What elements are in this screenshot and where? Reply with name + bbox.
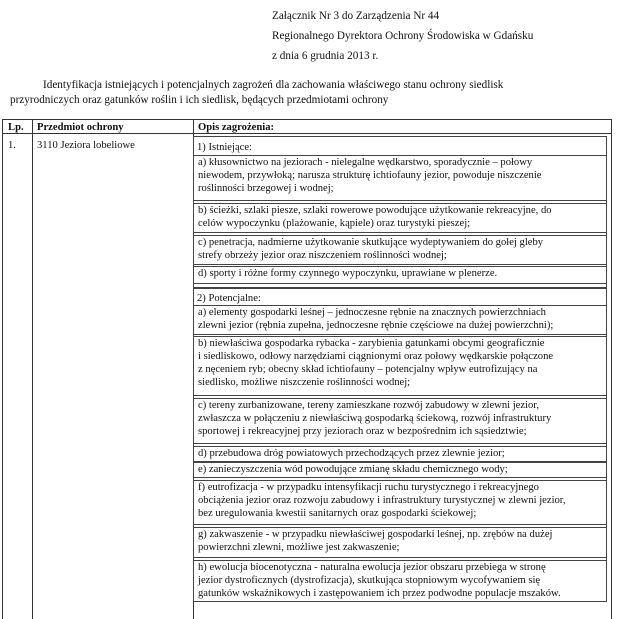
existing-item-line: c) penetracja, nadmierne użytkowanie skutkujące wydeptywaniem do gołej gleby [198,237,544,248]
existing-outer-box [193,136,607,288]
intro-paragraph [10,78,610,108]
potential-item-line: sportowej i rekreacyjnej przy jeziorach oraz w bezpośrednim ich sąsiedztwie; [198,426,527,437]
existing-item-line: niewodem, przywłoką; narusza strukturę ichtiofauny jezior, powoduje niszczenie [198,170,542,181]
potential-item-line: d) przebudowa dróg powiatowych przechodzących przez zlewnie jezior; [198,448,505,459]
column-header-lp: Lp. [8,122,24,133]
intro-line-1: Identyfikacja istniejących i potencjalnych zagrożeń dla zachowania właściwego stanu ochrony siedlisk [43,79,504,91]
header-line-3: z dnia 6 grudnia 2013 r. [272,50,379,62]
existing-item-line: b) ścieżki, szlaki piesze, szlaki rowerowe powodujące użytkowanie rekreacyjne, do [198,205,552,216]
table-divider-lp [32,119,33,619]
row-subject: 3110 Jeziora lobeliowe [37,140,135,151]
potential-item-line: obciążenia jezior oraz rozwoju zabudowy i infrastruktury turystycznej w zlewni jezior, [198,495,566,506]
existing-heading: 1) Istniejące: [197,142,253,153]
potential-item-line: jezior dystroficznych (dystrofizacja), skutkująca stopniowym wycofywaniem się [198,575,541,586]
table-border-right [611,119,612,619]
potential-item-line: bez uregulowania kwestii sanitarnych oraz gospodarki ściekowej; [198,508,477,519]
potential-item-line: siedlisko, możliwe niszczenie roślinności wodnej; [198,377,411,388]
potential-outer-box [193,288,607,602]
potential-heading: 2) Potencjalne: [197,293,261,304]
potential-item-line: gatunków wskaźnikowych i zastępowaniem ich przez podwodne populacje mszaków. [198,588,561,599]
header-line-1: Załącznik Nr 3 do Zarządzenia Nr 44 [272,10,440,22]
potential-item-line: b) niewłaściwa gospodarka rybacka - zarybienia gatunkami obcymi geograficznie [198,338,545,349]
potential-item-line: powierzchni zlewni, możliwe jest zakwaszenie; [198,542,400,553]
potential-item-line: i siedliskowo, odłowy narzędziami ciągnionymi oraz połowy wędkarskie połączone [198,351,554,362]
existing-item-line: strefy obrzeży jezior oraz niszczeniem roślinności wodnej; [198,250,447,261]
potential-item-line: g) zakwaszenie - w przypadku niewłaściwej gospodarki leśnej, np. zrębów na dużej [198,529,553,540]
potential-item-line: zlewni jezior (rębnia zupełna, jednoczesne rębnie częściowe na dużej powierzchni); [198,320,554,331]
existing-item-line: a) kłusownictwo na jeziorach - nielegalne wędkarstwo, sporadycznie – połowy [198,157,533,168]
potential-item-line: a) elementy gospodarki leśnej – jednoczesne rębnie na znacznych powierzchniach [198,307,546,318]
potential-item-line: z nęceniem ryb; obecny skład ichtiofauny – potencjalny wpływ eutrofizujący na [198,364,538,375]
row-lp: 1. [8,140,16,151]
potential-item-line: c) tereny zurbanizowane, tereny zamieszkane rozwój zabudowy w zlewni jezior, [198,400,540,411]
column-header-subject: Przedmiot ochrony [37,122,124,133]
potential-item-line: e) zanieczyszczenia wód powodujące zmianę składu chemicznego wody; [198,464,508,475]
existing-item-line: d) sporty i różne formy czynnego wypoczynku, uprawiane w plenerze. [198,268,498,279]
column-header-description: Opis zagrożenia: [198,122,275,133]
table-top-border [2,119,612,120]
potential-item-line: h) ewolucja biocenotyczna - naturalna ewolucja jezior obszaru przebiega w stronę [198,562,546,573]
header-line-2: Regionalnego Dyrektora Ochrony Środowiska w Gdańsku [272,30,534,42]
table-border-left [2,119,3,619]
existing-item-line: roślinności brzegowej i wodnej; [198,183,334,194]
potential-item-line: zwłaszcza w połączeniu z niewłaściwą gospodarką ściekową, rozwój infrastruktury [198,413,552,424]
existing-item-line: celów wypoczynku (plażowanie, kąpiele) oraz turystyki pieszej; [198,218,471,229]
potential-item-line: f) eutrofizacja - w przypadku intensyfikacji ruchu turystycznego i rekreacyjnego [198,482,539,493]
intro-line-2: przyrodniczych oraz gatunków roślin i ich siedlisk, będących przedmiotami ochrony [10,94,389,106]
